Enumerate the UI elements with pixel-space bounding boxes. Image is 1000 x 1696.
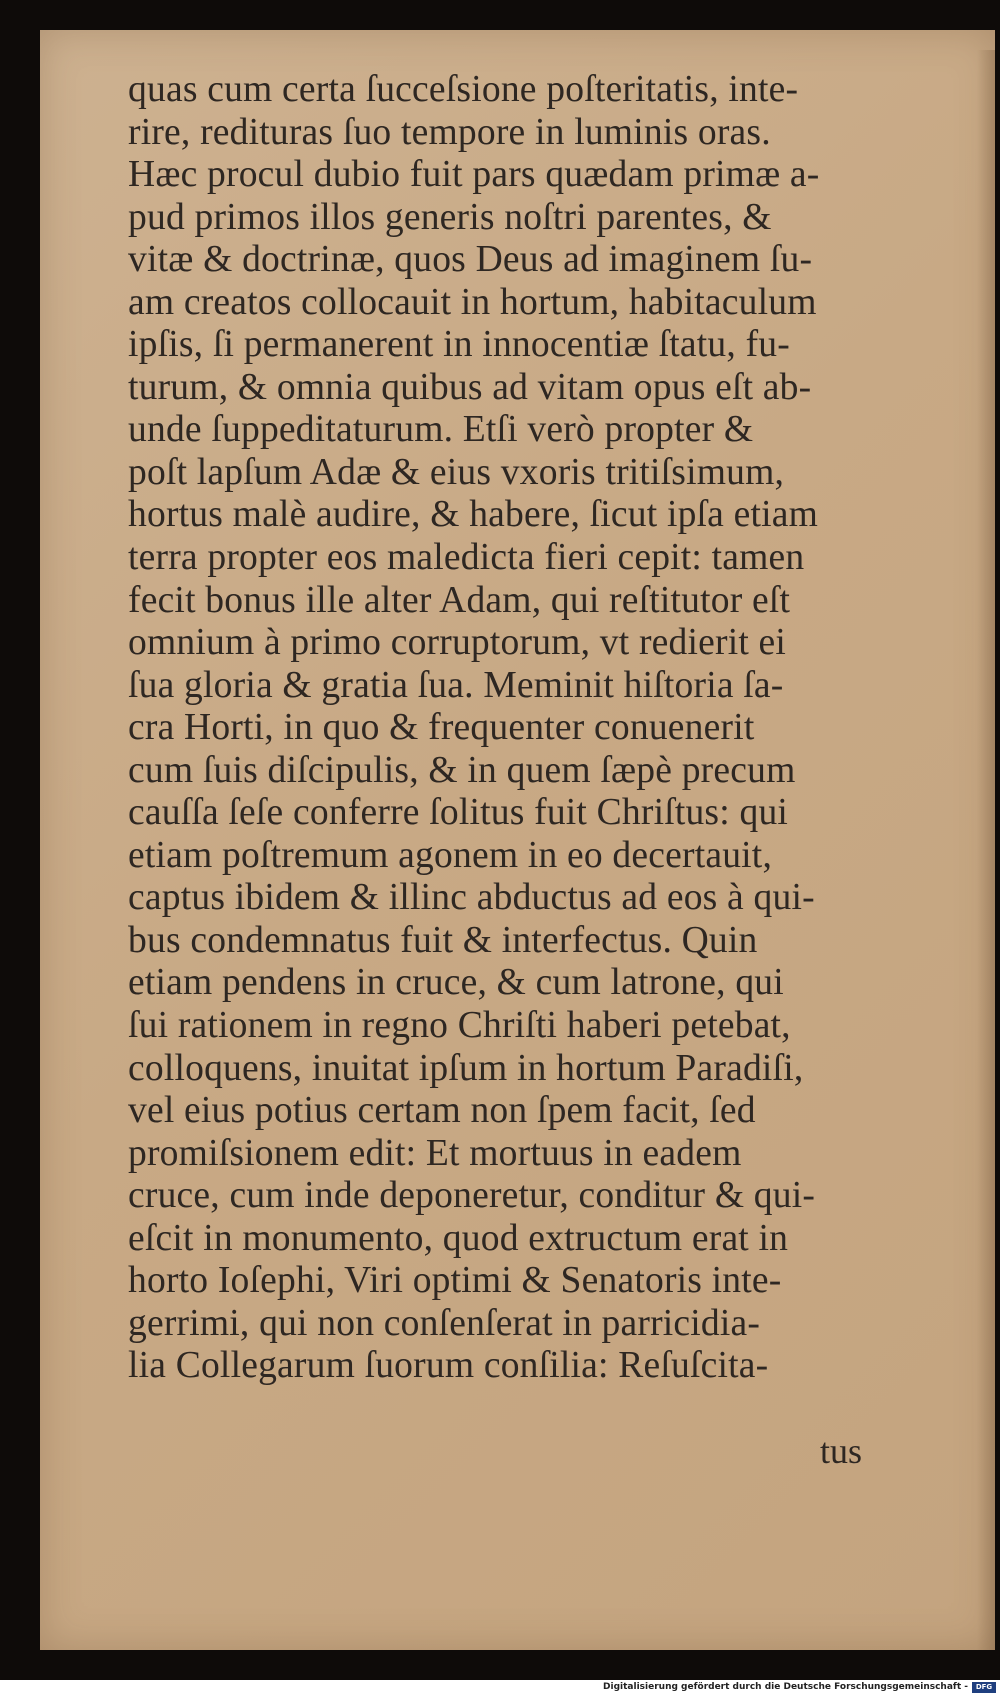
- text-line: lia Collegarum ſuorum conſilia: Reſuſcita-: [128, 1344, 769, 1387]
- text-line: turum, & omnia quibus ad vitam opus eſt ab-: [128, 365, 812, 408]
- page-edge-shadow: [977, 50, 995, 1650]
- text-line: omnium à primo corruptorum, vt redierit ei: [128, 621, 787, 664]
- text-line: am creatos collocauit in hortum, habitaculum: [128, 280, 817, 323]
- dfg-logo-icon: DFG: [972, 1682, 996, 1693]
- text-line: pud primos illos generis noſtri parentes, &: [128, 195, 772, 238]
- text-line: etiam pendens in cruce, & cum latrone, qui: [128, 961, 784, 1004]
- text-line: vitæ & doctrinæ, quos Deus ad imaginem ſu-: [128, 238, 813, 281]
- text-line: Hæc procul dubio fuit pars quædam primæ a-: [128, 153, 820, 196]
- text-line: unde ſuppeditaturum. Etſi verò propter &: [128, 408, 754, 451]
- text-line: cra Horti, in quo & frequenter conuenerit: [128, 706, 755, 749]
- body-text: [128, 68, 948, 1387]
- text-line: cum ſuis diſcipulis, & in quem ſæpè precum: [128, 748, 796, 791]
- text-line: cauſſa ſeſe conferre ſolitus fuit Chriſtus: qui: [128, 791, 789, 834]
- text-line: ſua gloria & gratia ſua. Meminit hiſtoria ſa-: [128, 663, 784, 706]
- text-line: vel eius potius certam non ſpem facit, ſed: [128, 1089, 756, 1132]
- text-line: hortus malè audire, & habere, ſicut ipſa etiam: [128, 493, 819, 536]
- funding-credit: Digitalisierung gefördert durch die Deutsche Forschungsgemeinschaft -: [603, 1682, 968, 1692]
- text-line: quas cum certa ſucceſsione poſteritatis, inte-: [128, 68, 799, 110]
- text-line: horto Ioſephi, Viri optimi & Senatoris inte-: [128, 1259, 782, 1302]
- text-line: bus condemnatus fuit & interfectus. Quin: [128, 918, 758, 961]
- text-line: ſui rationem in regno Chriſti haberi petebat,: [128, 1004, 791, 1047]
- catchword: tus: [820, 1431, 863, 1471]
- text-line: eſcit in monumento, quod extructum erat in: [128, 1216, 789, 1259]
- text-line: ipſis, ſi permanerent in innocentiæ ſtatu, fu-: [128, 323, 790, 366]
- text-line: poſt lapſum Adæ & eius vxoris tritiſsimum,: [128, 450, 785, 493]
- text-line: terra propter eos maledicta fieri cepit: tamen: [128, 536, 805, 579]
- text-line: captus ibidem & illinc abductus ad eos à qui-: [128, 876, 815, 919]
- text-line: cruce, cum inde deponeretur, conditur & qui-: [128, 1174, 816, 1217]
- text-line: rire, redituras ſuo tempore in luminis oras.: [128, 110, 771, 153]
- text-line: gerrimi, qui non conſenſerat in parricidia-: [128, 1301, 761, 1344]
- text-line: colloquens, inuitat ipſum in hortum Paradiſi,: [128, 1046, 804, 1089]
- digitization-footer: [0, 1680, 1000, 1696]
- text-line: promiſsionem edit: Et mortuus in eadem: [128, 1131, 742, 1174]
- text-line: fecit bonus ille alter Adam, qui reſtitutor eſt: [128, 578, 791, 621]
- text-line: etiam poſtremum agonem in eo decertauit,: [128, 833, 773, 876]
